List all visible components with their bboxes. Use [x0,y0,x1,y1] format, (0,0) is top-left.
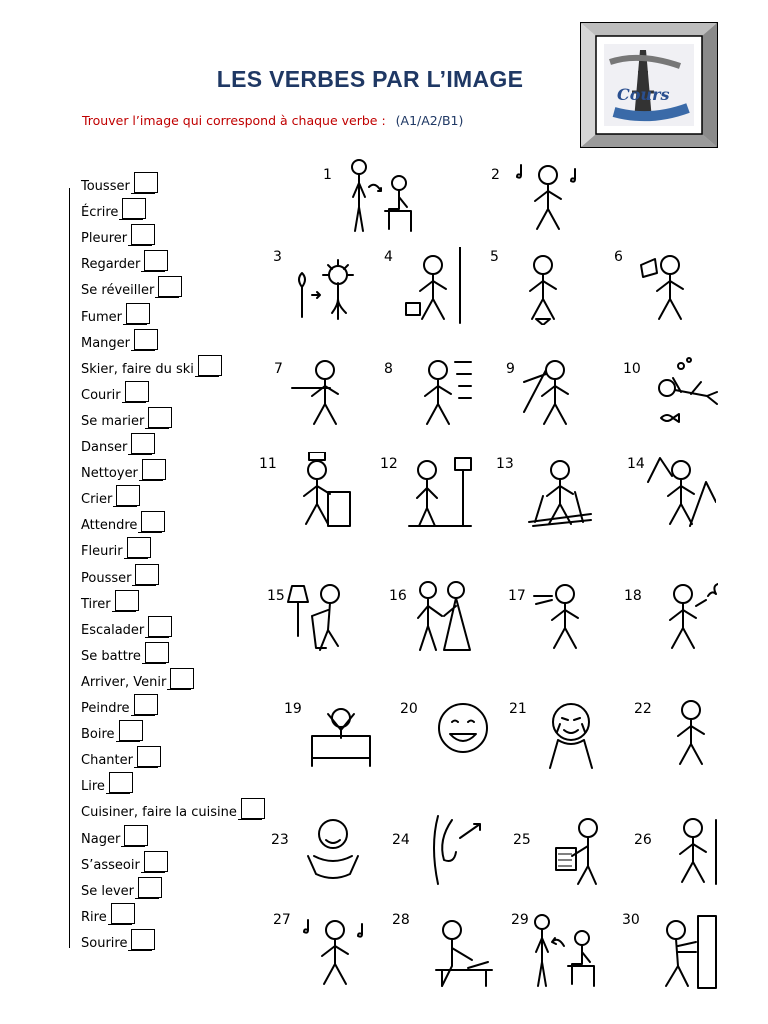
waiting-bus-stop-icon [405,452,475,530]
picture-number: 24 [392,832,410,848]
falling-icon [508,247,578,325]
verb-label: S’asseoir [81,857,140,873]
picture-number: 11 [259,456,277,472]
verb-label: Regarder [81,257,141,273]
picture-number: 25 [513,832,531,848]
picture-number: 19 [284,701,302,717]
looking-icon [422,810,492,888]
verb-label: Crier [81,492,113,508]
verb-label: Se battre [81,648,141,664]
verb-label: Cuisiner, faire la cuisine [81,805,237,821]
picture-number: 21 [509,701,527,717]
picture-number: 4 [384,249,393,265]
verb-label: Danser [81,440,128,455]
verb-label: Fumer [81,309,123,325]
verb-label: Escalader [81,622,145,638]
crying-icon [536,692,606,770]
arriving-icon [658,810,728,888]
cleaning-vacuum-icon [282,576,352,654]
verb-label: Lire [81,779,105,795]
picture-number: 16 [389,588,407,604]
picture-number: 14 [627,456,645,472]
verb-label: Tirer [81,596,111,612]
verb-label: Pleurer [81,231,128,247]
picture-number: 29 [511,912,529,928]
picture-number: 3 [273,249,282,265]
picture-number: 2 [491,167,500,183]
picture-number: 15 [267,588,285,604]
cooking-icon [282,452,352,530]
picture-number: 26 [634,832,652,848]
swimming-icon [651,352,721,430]
climbing-icon [646,452,716,530]
sit-down-icon [345,157,415,235]
wedding-icon [408,576,478,654]
instruction-text: Trouver l’image qui correspond à chaque verbe : [82,113,386,128]
verb-label: Nettoyer [81,466,138,482]
verb-label: Sourire [81,935,128,951]
picture-number: 10 [623,361,641,377]
picture-number: 22 [634,701,652,717]
writing-icon [428,912,498,990]
smiling-icon [428,692,498,770]
picture-number: 13 [496,456,514,472]
picture-number: 5 [490,249,499,265]
flower-bloom-icon [288,247,358,325]
verb-label: Se marier [81,413,145,429]
picture-number: 12 [380,456,398,472]
waking-up-icon [306,692,376,770]
verb-label: Se lever [81,883,135,899]
picture-number: 9 [506,361,515,377]
page-title: LES VERBES PAR L’IMAGE [216,66,524,92]
verb-label: Se réveiller [81,283,155,299]
verb-label: Chanter [81,753,133,769]
reading-icon [542,810,612,888]
verb-label: Fleurir [81,544,123,560]
level-label: (A1/A2/B1) [395,113,464,128]
eating-icon [298,810,368,888]
coughing-icon [530,576,600,654]
verb-label: Manger [81,335,131,351]
verb-label: Nager [81,831,121,847]
painting-icon [398,247,468,325]
picture-number: 7 [274,361,283,377]
pushing-door-icon [648,912,718,990]
verb-label: Arriver, Venir [81,674,167,690]
verb-label: Peindre [81,701,130,716]
singing-icon [300,912,370,990]
running-icon [403,352,473,430]
picture-number: 1 [323,167,332,183]
picture-number: 30 [622,912,640,928]
drinking-icon [635,247,705,325]
fighting-icon [656,692,726,770]
verb-label: Boire [81,727,115,743]
verb-label: Attendre [81,518,138,534]
picture-number: 17 [508,588,526,604]
picture-number: 6 [614,249,623,265]
picture-number: 27 [273,912,291,928]
verb-label: Skier, faire du ski [81,361,194,377]
picture-number: 23 [271,832,289,848]
skiing-icon [525,452,595,530]
stand-up-icon [528,912,598,990]
picture-number: 18 [624,588,642,604]
picture-number: 28 [392,912,410,928]
verb-label: Tousser [81,179,130,194]
verb-label: Rire [81,909,107,925]
picture-number: 20 [400,701,418,717]
dancing-icon [513,157,583,235]
verb-label: Courir [81,387,121,403]
smoking-icon [648,576,718,654]
picture-number: 8 [384,361,393,377]
verb-label: Pousser [81,570,132,586]
logo-text: Cours [617,85,670,104]
pulling-rope-icon [290,352,360,430]
shouting-icon [520,352,590,430]
verb-label: Écrire [81,205,119,221]
